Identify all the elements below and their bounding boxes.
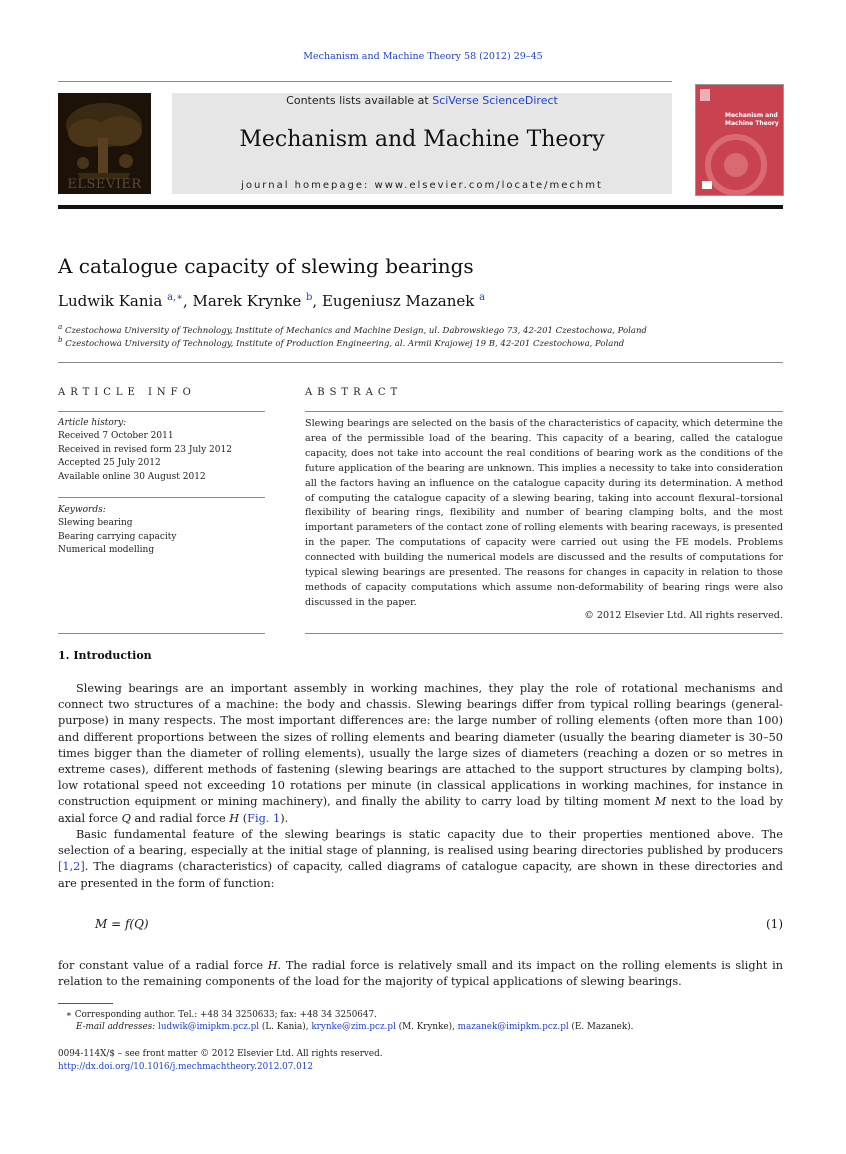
divider xyxy=(58,633,265,634)
keyword-item: Numerical modelling xyxy=(58,545,155,556)
affiliation-text: Czestochowa University of Technology, Institute of Production Engineering, al. Armii Krajowej 19 B, 42-201 Czestochowa, Poland xyxy=(65,338,625,349)
journal-banner xyxy=(172,93,672,194)
cover-logo-icon xyxy=(700,89,710,101)
keyword-item: Slewing bearing xyxy=(58,518,133,529)
divider xyxy=(58,497,265,498)
keywords xyxy=(58,504,265,558)
affiliation-a xyxy=(58,322,647,336)
keywords-label: Keywords: xyxy=(58,505,106,515)
history-item: Accepted 25 July 2012 xyxy=(58,458,161,469)
history-label: Article history: xyxy=(58,418,127,428)
email-owner: (M. Krynke), xyxy=(395,1022,458,1032)
divider xyxy=(58,362,783,363)
email-label: E-mail addresses: xyxy=(76,1022,156,1032)
paragraph-text: ). xyxy=(280,811,289,825)
affiliation-mark: b xyxy=(58,335,63,344)
abstract-heading: ABSTRACT xyxy=(305,387,403,398)
history-item: Available online 30 August 2012 xyxy=(58,471,206,482)
header-divider xyxy=(58,205,783,209)
citation-link[interactable]: [1,2] xyxy=(58,860,85,874)
author-name[interactable]: Eugeniusz Mazanek xyxy=(321,292,475,310)
body-paragraph xyxy=(58,958,783,990)
abstract-copyright: © 2012 Elsevier Ltd. All rights reserved. xyxy=(584,610,783,621)
corresponding-author-note: ∗ Corresponding author. Tel.: +48 34 3250633; fax: +48 34 3250647. xyxy=(66,1010,377,1020)
email-link[interactable]: ludwik@imipkm.pcz.pl xyxy=(158,1022,260,1032)
section-heading: 1. Introduction xyxy=(58,649,152,662)
contents-prefix: Contents lists available at xyxy=(286,94,433,107)
math-symbol: Q xyxy=(121,811,131,825)
divider xyxy=(58,411,265,412)
article-info-heading: ARTICLE INFO xyxy=(58,387,196,398)
paragraph-text: ( xyxy=(239,811,248,825)
elsevier-logo xyxy=(58,93,151,194)
author-name[interactable]: Ludwik Kania xyxy=(58,292,163,310)
issn-line: 0094-114X/$ – see front matter © 2012 Elsevier Ltd. All rights reserved. xyxy=(58,1049,383,1059)
paragraph-text: and radial force xyxy=(130,811,230,825)
affiliation-b xyxy=(58,335,624,349)
affiliation-text: Czestochowa University of Technology, Institute of Mechanics and Machine Design, ul. Dabrowskiego 73, 42-201 Czestochowa, Poland xyxy=(64,325,647,336)
math-symbol: H xyxy=(267,959,278,972)
email-owner: (E. Mazanek). xyxy=(568,1022,634,1032)
cover-title: Mechanism and Machine Theory xyxy=(725,112,779,127)
author-list: Ludwik Kania $^{a,∗}$, Marek Krynke $^b$, Eugeniusz Mazanek $^a$ xyxy=(58,292,486,310)
math-symbol: M xyxy=(654,795,667,809)
contents-line xyxy=(172,94,672,107)
author-affiliation-mark[interactable]: a,∗ xyxy=(167,292,183,303)
divider xyxy=(305,411,783,412)
body-paragraph xyxy=(58,681,783,827)
email-owner: (L. Kania), xyxy=(259,1022,312,1032)
equation: M = f(Q) xyxy=(95,917,149,931)
footnote-divider xyxy=(58,1003,113,1004)
author-affiliation-mark[interactable]: b xyxy=(306,292,313,303)
body-paragraph xyxy=(58,827,783,892)
author-name[interactable]: Marek Krynke xyxy=(192,292,302,310)
cover-badge-icon xyxy=(702,181,712,189)
journal-cover xyxy=(695,84,784,196)
paragraph-text: for constant value of a radial force xyxy=(58,959,268,972)
keyword-item: Bearing carrying capacity xyxy=(58,531,177,542)
publisher-logo-text: ELSEVIER xyxy=(67,177,142,192)
divider xyxy=(305,633,783,634)
paragraph-text: Slewing bearings are an important assembly in working machines, they play the role of rotational mechanisms and connect two structures of a machine: the body and chassis. Slewing bearings differ from typical rolling bearings (general-purpose) in many respects. The most important differences are: the large number of rolling elements (often more than 100) and different proportions between the sizes of rolling elements and bearing diameter (usually the bearing diameter is 30–50 times bigger than the diameter of rolling elements), usually the large sizes of diameters (reaching a dozen or so metres in extreme cases), different methods of fastening (slewing bearings are attached to the support structures by clamping bolts), low rotational speed not exceeding 10 rotations per minute (in classical applications in working machines, for instance in construction equipment or mining machinery), and finally the ability to carry load by tilting moment xyxy=(58,682,783,809)
email-link[interactable]: mazanek@imipkm.pcz.pl xyxy=(457,1022,569,1032)
history-item: Received 7 October 2011 xyxy=(58,431,174,442)
equation-number: (1) xyxy=(766,917,783,931)
journal-homepage[interactable]: journal homepage: www.elsevier.com/locate/mechmt xyxy=(241,180,603,191)
paragraph-text: next to the load by axial force xyxy=(58,795,783,825)
math-symbol: H xyxy=(229,811,240,825)
paragraph-text: . The diagrams (characteristics) of capacity, called diagrams of catalogue capacity, are shown in these directories and are presented in the form of function: xyxy=(58,860,783,890)
history-item: Received in revised form 23 July 2012 xyxy=(58,444,232,455)
email-link[interactable]: krynke@zim.pcz.pl xyxy=(311,1022,396,1032)
article-history xyxy=(58,417,265,484)
affiliation-mark: a xyxy=(58,322,63,331)
figure-reference-link[interactable]: Fig. 1 xyxy=(247,811,281,825)
divider xyxy=(58,81,672,82)
abstract-text: Slewing bearings are selected on the basis of the characteristics of capacity, which determine the area of the permissible load of the bearing. This capacity of a bearing, called the catalogue capacity, does not take into account the real conditions of bearing work as the conditions of the future application of the bearing are unknown. This implies a necessity to take into consideration all the factors having an influence on the catalogue capacity during its determination. A method of computing the catalogue capacity of a slewing bearing, taking into account flexural–torsional flexibility of bearing rings, flexibility and number of bearing clamping bolts, and the most important parameters of the contact zone of rolling elements with bearing raceways, is presented in the paper. The computations of capacity were carried out using the FE models. Problems connected with building the numerical models are discussed and the results of computations for typical slewing bearings are presented. The reasons for changes in capacity in relation to those methods of capacity computations which assume non-deformability of bearing rings were also discussed in the paper. xyxy=(305,418,783,608)
author-affiliation-mark[interactable]: a xyxy=(479,292,486,303)
doi-link[interactable]: http://dx.doi.org/10.1016/j.mechmachtheory.2012.07.012 xyxy=(58,1062,313,1072)
journal-reference[interactable]: Mechanism and Machine Theory 58 (2012) 29–45 xyxy=(303,51,543,62)
sciencedirect-link[interactable]: SciVerse ScienceDirect xyxy=(432,94,558,107)
journal-title: Mechanism and Machine Theory xyxy=(239,127,605,152)
paragraph-text: Basic fundamental feature of the slewing bearings is static capacity due to their properties mentioned above. The selection of a bearing, especially at the initial stage of planning, is realised using bearing directories published by producers xyxy=(58,828,783,858)
paragraph-text: . The radial force is relatively small and its impact on the rolling elements is slight in relation to the remaining components of the load for the majority of typical applications of slewing bearings. xyxy=(58,959,783,989)
email-addresses xyxy=(76,1022,633,1032)
article-title: A catalogue capacity of slewing bearings xyxy=(58,254,474,278)
